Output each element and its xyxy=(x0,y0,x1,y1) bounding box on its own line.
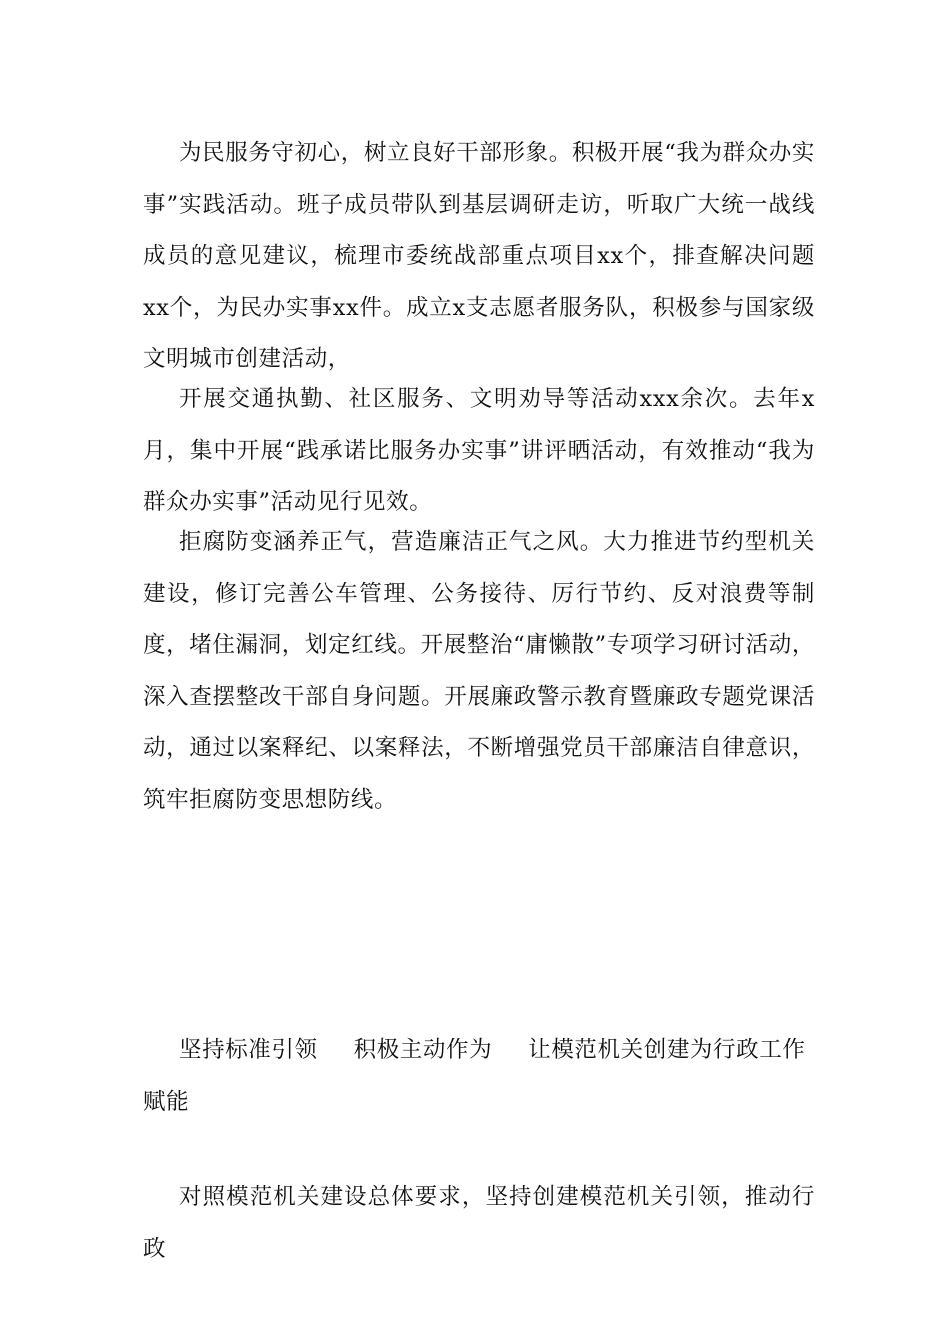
heading-part-standard: 坚持标准引领 xyxy=(179,1037,318,1063)
section-heading xyxy=(143,1025,815,1128)
heading-part-empower: 让模范机关创建为行政工作赋能 xyxy=(143,1037,806,1115)
paragraph-anti-corruption: 拒腐防变涵养正气，营造廉洁正气之风。大力推进节约型机关建设，修订完善公车管理、公务接待、厉行节约、反对浪费等制度，堵住漏洞，划定红线。开展整治“庸懒散”专项学习研讨活动，深入查摆整改干部自身问题。开展廉政警示教育暨廉政专题党课活动，通过以案释纪、以案释法，不断增强党员干部廉洁自律意识，筑牢拒腐防变思想防线。 xyxy=(143,529,815,813)
paragraph-activities: 开展交通执勤、社区服务、文明劝导等活动xxx余次。去年x月，集中开展“践承诺比服务办实事”讲评晒活动，有效推动“我为群众办实事”活动见行见效。 xyxy=(143,386,815,515)
paragraph-serve-people: 为民服务守初心，树立良好干部形象。积极开展“我为群众办实事”实践活动。班子成员带队到基层调研走访，听取广大统一战线成员的意见建议，梳理市委统战部重点项目xx个，排查解决问题xx个，为民办实事xx件。成立x支志愿者服务队，积极参与国家级文明城市创建活动， xyxy=(143,140,815,372)
paragraph-closing: 对照模范机关建设总体要求，坚持创建模范机关引领，推动行政 xyxy=(143,1184,815,1262)
heading-part-proactive: 积极主动作为 xyxy=(353,1037,493,1063)
